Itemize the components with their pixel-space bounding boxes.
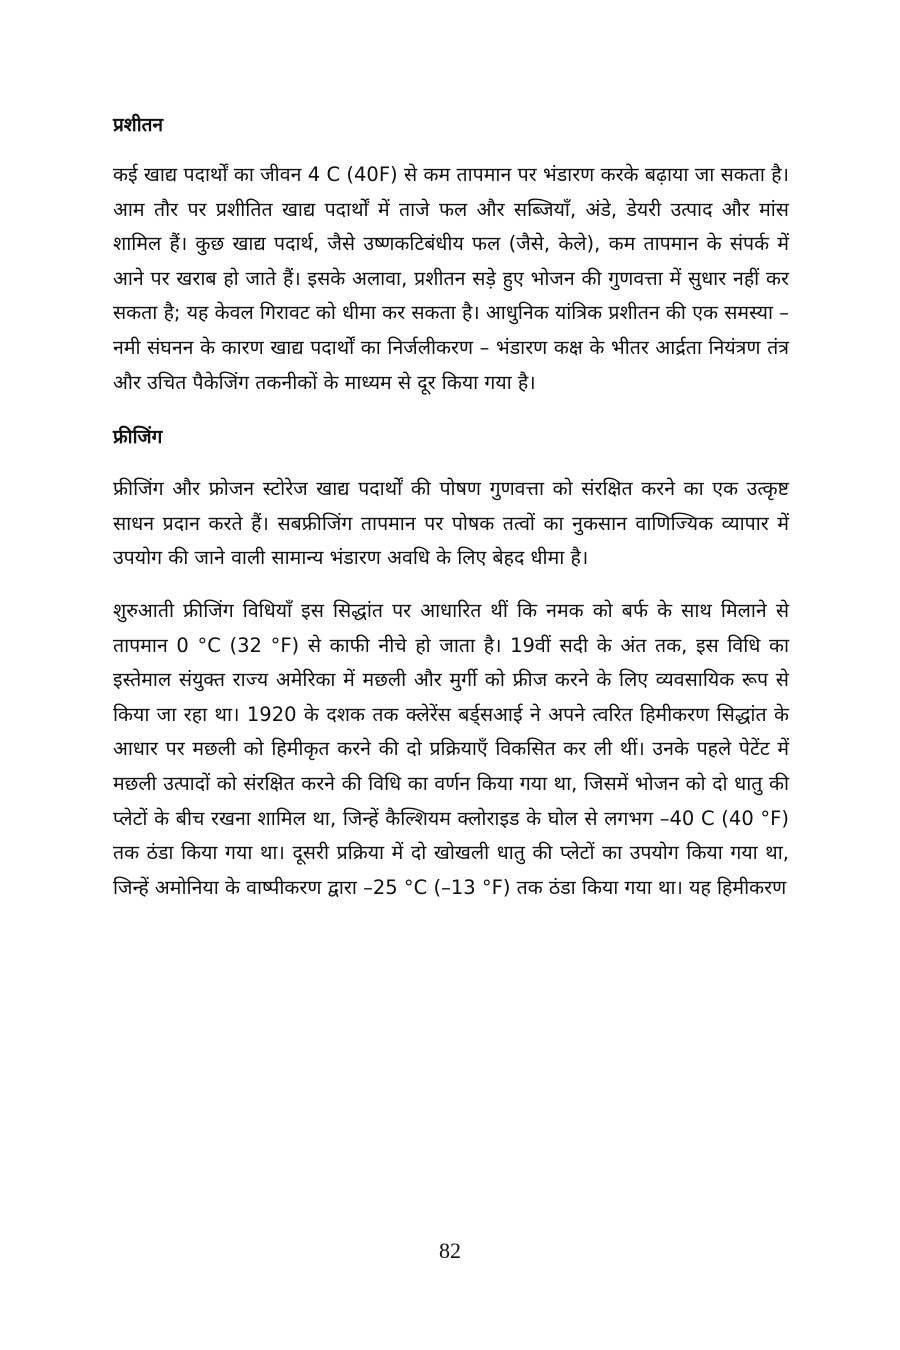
page-content: [113, 108, 789, 905]
section-heading-freezing: फ्रीजिंग: [113, 426, 163, 449]
paragraph-freezing-history: शुरुआती फ्रीजिंग विधियाँ इस सिद्धांत पर आधारित थीं कि नमक को बर्फ के साथ मिलाने से तापमान 0 °C (32 °F) से काफी नीचे हो जाता है। 19वीं सदी के अंत तक, इस विधि का इस्तेमाल संयुक्त राज्य अमेरिका में मछली और मुर्गी को फ्रीज करने के लिए व्यवसायिक रूप से किया जा रहा था। 1920 के दशक तक क्लेरेंस बर्ड्सआई ने अपने त्वरित हिमीकरण सिद्धांत के आधार पर मछली को हिमीकृत करने की दो प्रक्रियाएँ विकसित कर ली थीं। उनके पहले पेटेंट में मछली उत्पादों को संरक्षित करने की विधि का वर्णन किया गया था, जिसमें भोजन को दो धातु की प्लेटों के बीच रखना शामिल था, जिन्हें कैल्शियम क्लोराइड के घोल से लगभग –40 C (40 °F) तक ठंडा किया गया था। दूसरी प्रक्रिया में दो खोखली धातु की प्लेटों का उपयोग किया गया था, जिन्हें अमोनिया के वाष्पीकरण द्वारा –25 °C (–13 °F) तक ठंडा किया गया था। यह हिमीकरण: [113, 598, 789, 899]
page-number: 82: [439, 1238, 461, 1263]
section-heading-refrigeration: प्रशीतन: [113, 114, 164, 136]
paragraph-refrigeration: कई खाद्य पदार्थों का जीवन 4 C (40F) से कम तापमान पर भंडारण करके बढ़ाया जा सकता है। आम तौर पर प्रशीतित खाद्य पदार्थों में ताजे फल और सब्जियाँ, अंडे, डेयरी उत्पाद और मांस शामिल हैं। कुछ खाद्य पदार्थ, जैसे उष्णकटिबंधीय फल (जैसे, केले), कम तापमान के संपर्क में आने पर खराब हो जाते हैं। इसके अलावा, प्रशीतन सड़े हुए भोजन की गुणवत्ता में सुधार नहीं कर सकता है; यह केवल गिरावट को धीमा कर सकता है। आधुनिक यांत्रिक प्रशीतन की एक समस्या – नमी संघनन के कारण खाद्य पदार्थों का निर्जलीकरण – भंडारण कक्ष के भीतर आर्द्रता नियंत्रण तंत्र और उचित पैकेजिंग तकनीकों के माध्यम से दूर किया गया है।: [113, 163, 789, 394]
paragraph-freezing-intro: फ्रीजिंग और फ्रोजन स्टोरेज खाद्य पदार्थों की पोषण गुणवत्ता को संरक्षित करने का एक उत्कृष्ट साधन प्रदान करते हैं। सबफ्रीजिंग तापमान पर पोषक तत्वों का नुकसान वाणिज्यिक व्यापार में उपयोग की जाने वाली सामान्य भंडारण अवधि के लिए बेहद धीमा है।: [113, 477, 789, 570]
